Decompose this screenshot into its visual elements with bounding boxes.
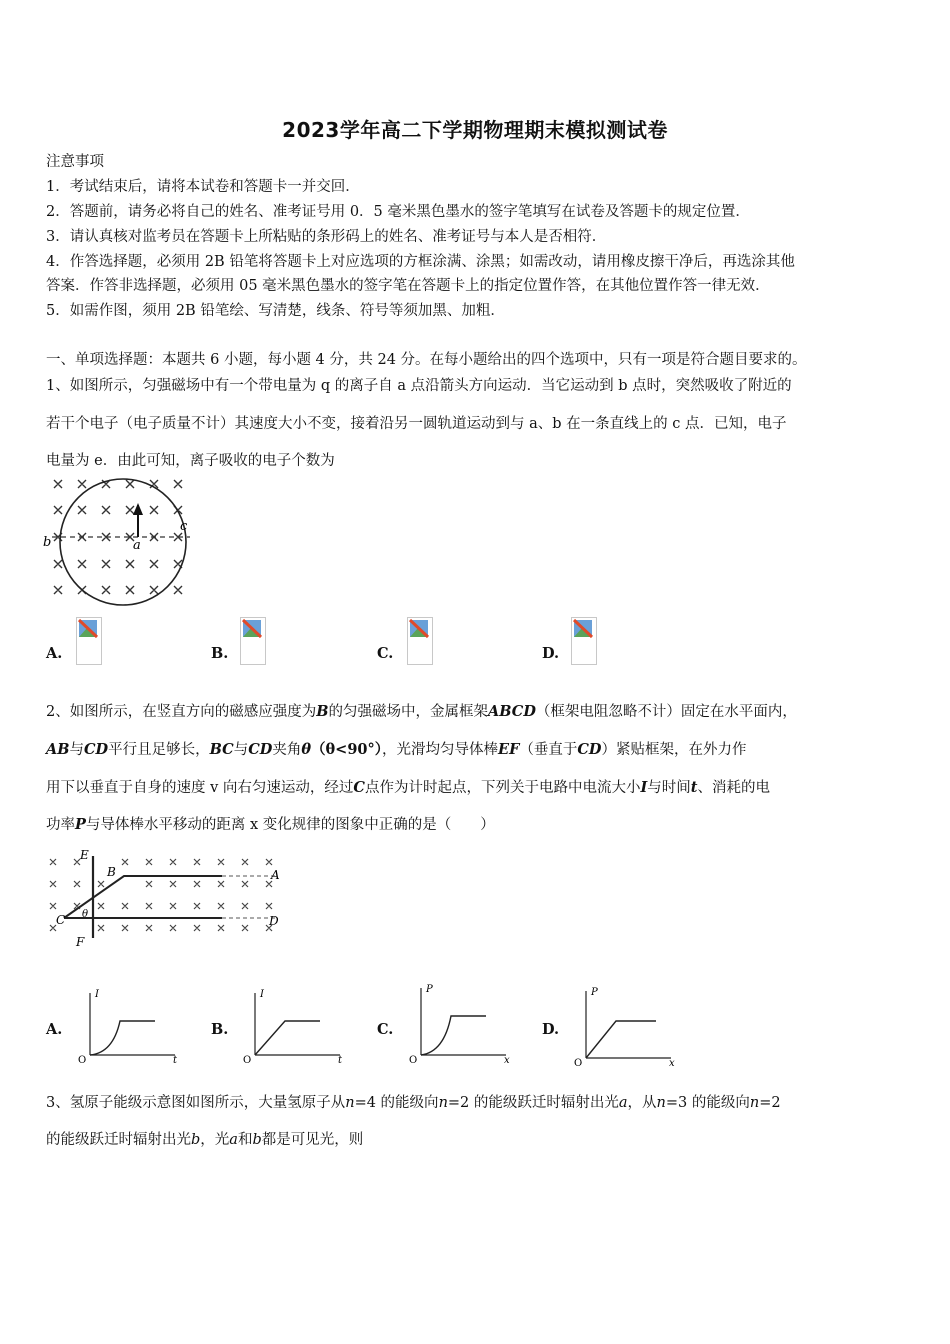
q1-option-c[interactable]: C. [377,645,394,662]
origin-label: O [409,1055,418,1065]
origin-label: O [78,1055,87,1065]
q2-option-d[interactable]: D. [542,1021,560,1038]
label-a: a [133,538,141,553]
q2-graph-a [75,985,185,1065]
q1-magnetic-field-figure [40,475,200,610]
notice-item-2: 2．答题前，请务必将自己的姓名、准考证号用 0．5 毫米黑色墨水的签字笔填写在试卷及答题卡的规定位置． [46,204,750,220]
q2-option-a[interactable]: A. [46,1021,63,1038]
curve-power [421,1016,486,1055]
axis-y-label: I [95,989,99,1000]
q1-text-line-2: 若干个电子（电子质量不计）其速度大小不变，接着沿另一圆轨道运动到与 a、b 在一条直线上的 c 点．已知，电子 [46,416,787,432]
q2-text-line-1: 2、如图所示，在竖直方向的磁感应强度为B的匀强磁场中，金属框架ABCD（框架电阻忽略不计）固定在水平面内， [46,703,797,720]
notice-item-3: 3．请认真核对监考员在答题卡上所粘贴的条形码上的姓名、准考证号与本人是否相符． [46,229,607,245]
label-D: D [269,914,279,928]
label-b: b [43,535,52,550]
notice-item-1: 1．考试结束后，请将本试卷和答题卡一并交回． [46,179,360,195]
q2-graph-d [571,983,681,1068]
axis-x-label: x [669,1058,675,1068]
field-cross-marks [50,859,272,931]
q3-text-line-2: 的能级跃迁时辐射出光b，光a和b都是可见光，则 [46,1132,364,1148]
origin-label: O [574,1058,583,1068]
q1-option-b[interactable]: B. [211,645,229,662]
broken-image-icon [407,617,433,665]
q3-text-line-1: 3、氢原子能级示意图如图所示，大量氢原子从n=4 的能级向n=2 的能级跃迁时辐射出光a，从n=3 的能级向n=2 [46,1095,781,1111]
axis-y-label: I [260,989,264,1000]
curve-current [90,1021,155,1055]
orbit-large [60,479,186,605]
axis-y-label: P [591,987,598,998]
q1-text-line-3: 电量为 e．由此可知，离子吸收的电子个数为 [46,453,335,469]
label-c: c [180,519,188,534]
notice-item-4-cont: 答案．作答非选择题，必须用 05 毫米黑色墨水的签字笔在答题卡上的指定位置作答，在其他位置作答一律无效． [46,278,770,294]
q2-option-c[interactable]: C. [377,1021,394,1038]
broken-image-icon [571,617,597,665]
notice-heading: 注意事项 [46,154,104,170]
arrow-head [133,503,143,515]
line-power [586,1021,656,1058]
line-current [255,1021,320,1055]
label-A: A [271,868,280,882]
q1-option-a[interactable]: A. [46,645,63,662]
q1-option-d[interactable]: D. [542,645,560,662]
notice-item-5: 5．如需作图，须用 2B 铅笔绘、写清楚，线条、符号等须加黑、加粗． [46,303,505,319]
broken-image-icon [76,617,102,665]
q1-text-line-1: 1、如图所示，匀强磁场中有一个带电量为 q 的离子自 a 点沿箭头方向运动．当它运动到 b 点时，突然吸收了附近的 [46,378,792,394]
q2-graph-c [406,980,516,1065]
broken-image-icon [240,617,266,665]
origin-label: O [243,1055,252,1065]
axis-x-label: x [504,1055,510,1065]
label-theta: θ [82,909,89,920]
axis-y-label: P [426,984,433,995]
label-F: F [76,935,85,948]
notice-item-4: 4．作答选择题，必须用 2B 铅笔将答题卡上对应选项的方框涂满、涂黑；如需改动，请用橡皮擦干净后，再选涂其他 [46,254,795,270]
label-C: C [56,913,66,927]
q2-graph-b [240,985,350,1065]
axis-x-label: t [338,1055,343,1065]
q2-frame-figure [44,848,289,948]
page-title: 2023学年高二下学期物理期末模拟测试卷 [282,118,668,142]
q2-text-line-2: AB与CD平行且足够长，BC与CD夹角θ（θ<90°），光滑均匀导体棒EF（垂直于CD）紧贴框架，在外力作 [46,741,747,758]
q2-text-line-3: 用下以垂直于自身的速度 v 向右匀速运动，经过C点作为计时起点，下列关于电路中电流大小I与时间t、消耗的电 [46,779,770,796]
section-heading: 一、单项选择题：本题共 6 小题，每小题 4 分，共 24 分。在每小题给出的四个选项中，只有一项是符合题目要求的。 [46,352,807,368]
label-B: B [107,865,116,879]
label-E: E [80,848,89,862]
q2-option-b[interactable]: B. [211,1021,229,1038]
q2-text-line-4: 功率P与导体棒水平移动的距离 x 变化规律的图象中正确的是（ ） [46,816,495,833]
axis-x-label: t [173,1055,178,1065]
